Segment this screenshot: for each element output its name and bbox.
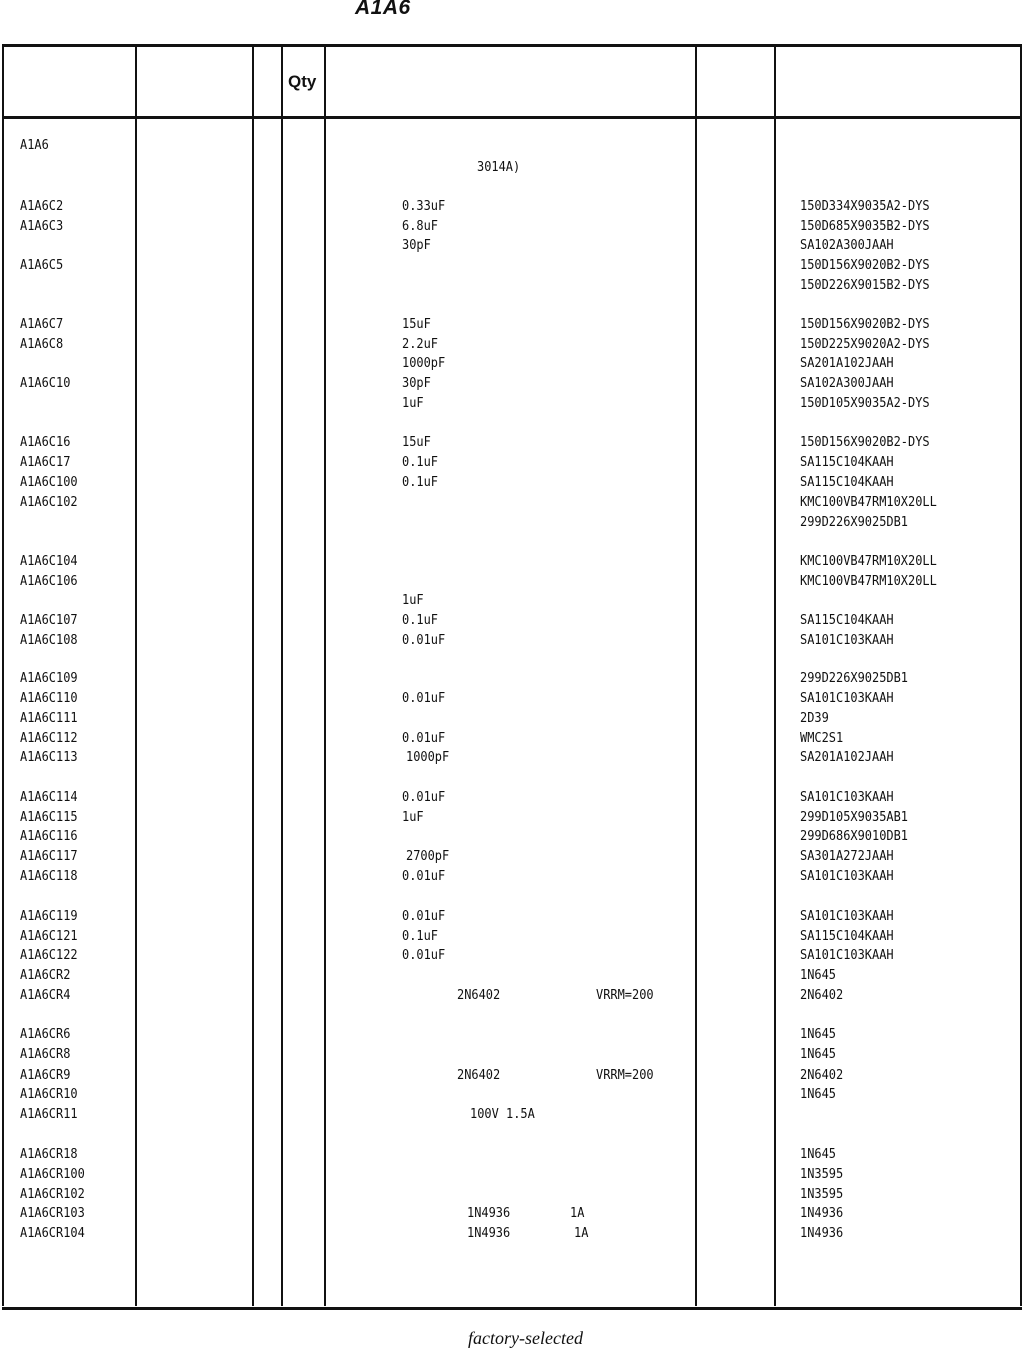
part-value: 1000pF — [402, 356, 446, 371]
part-reference: A1A6 — [20, 138, 49, 153]
manufacturer-part-number: SA102A300JAAH — [800, 376, 894, 391]
manufacturer-part-number: 1N3595 — [800, 1187, 844, 1202]
manufacturer-part-number: 150D156X9020B2-DYS — [800, 317, 930, 332]
manufacturer-part-number: SA115C104KAAH — [800, 613, 894, 628]
part-reference: A1A6C122 — [20, 948, 78, 963]
manufacturer-part-number: SA101C103KAAH — [800, 948, 894, 963]
part-value: 2700pF — [406, 849, 450, 864]
part-value: 1uF — [402, 396, 424, 411]
manufacturer-part-number: KMC100VB47RM10X20LL — [800, 495, 937, 510]
manufacturer-part-number: 150D685X9035B2-DYS — [800, 219, 930, 234]
part-reference: A1A6CR10 — [20, 1087, 78, 1102]
part-value: 3014A) — [477, 160, 521, 175]
manufacturer-part-number: 1N645 — [800, 1147, 837, 1162]
part-rating: VRRM=200 — [596, 1068, 654, 1083]
part-reference: A1A6C117 — [20, 849, 78, 864]
manufacturer-part-number: 1N645 — [800, 968, 837, 983]
manufacturer-part-number: SA101C103KAAH — [800, 869, 894, 884]
part-value: 100V 1.5A — [470, 1107, 535, 1122]
part-reference: A1A6C16 — [20, 435, 71, 450]
part-value: 0.01uF — [402, 790, 446, 805]
manufacturer-part-number: 150D156X9020B2-DYS — [800, 258, 930, 273]
part-value: 1uF — [402, 810, 424, 825]
part-value: 0.01uF — [402, 691, 446, 706]
part-value: 2N6402 — [457, 1068, 501, 1083]
page-title: A1A6 — [355, 0, 411, 19]
manufacturer-part-number: 150D156X9020B2-DYS — [800, 435, 930, 450]
part-value: 15uF — [402, 435, 431, 450]
part-value: 0.01uF — [402, 948, 446, 963]
part-reference: A1A6C118 — [20, 869, 78, 884]
part-reference: A1A6C113 — [20, 750, 78, 765]
manufacturer-part-number: 1N645 — [800, 1027, 837, 1042]
part-reference: A1A6C3 — [20, 219, 64, 234]
manufacturer-part-number: SA115C104KAAH — [800, 455, 894, 470]
part-value: 2.2uF — [402, 337, 439, 352]
part-reference: A1A6C17 — [20, 455, 71, 470]
part-reference: A1A6C112 — [20, 731, 78, 746]
manufacturer-part-number: SA115C104KAAH — [800, 929, 894, 944]
part-reference: A1A6CR4 — [20, 988, 71, 1003]
part-rating: 1A — [570, 1206, 585, 1221]
part-value: 0.01uF — [402, 731, 446, 746]
part-reference: A1A6C107 — [20, 613, 78, 628]
manufacturer-part-number: SA102A300JAAH — [800, 238, 894, 253]
part-value: 0.1uF — [402, 613, 439, 628]
part-reference: A1A6CR9 — [20, 1068, 71, 1083]
part-value: 30pF — [402, 238, 431, 253]
manufacturer-part-number: SA115C104KAAH — [800, 475, 894, 490]
part-rating: VRRM=200 — [596, 988, 654, 1003]
manufacturer-part-number: 1N4936 — [800, 1226, 844, 1241]
manufacturer-part-number: WMC2S1 — [800, 731, 844, 746]
part-value: 0.1uF — [402, 455, 439, 470]
part-reference: A1A6C121 — [20, 929, 78, 944]
manufacturer-part-number: 1N4936 — [800, 1206, 844, 1221]
manufacturer-part-number: KMC100VB47RM10X20LL — [800, 574, 937, 589]
part-reference: A1A6C100 — [20, 475, 78, 490]
manufacturer-part-number: SA201A102JAAH — [800, 356, 894, 371]
manufacturer-part-number: 299D105X9035AB1 — [800, 810, 909, 825]
part-value: 0.1uF — [402, 475, 439, 490]
part-rating: 1A — [574, 1226, 589, 1241]
part-reference: A1A6C7 — [20, 317, 64, 332]
manufacturer-part-number: 2N6402 — [800, 988, 844, 1003]
part-reference: A1A6CR102 — [20, 1187, 85, 1202]
part-reference: A1A6CR18 — [20, 1147, 78, 1162]
manufacturer-part-number: KMC100VB47RM10X20LL — [800, 554, 937, 569]
part-value: 6.8uF — [402, 219, 439, 234]
part-reference: A1A6C115 — [20, 810, 78, 825]
manufacturer-part-number: 150D226X9015B2-DYS — [800, 278, 930, 293]
manufacturer-part-number: SA101C103KAAH — [800, 909, 894, 924]
part-reference: A1A6C119 — [20, 909, 78, 924]
part-reference: A1A6C116 — [20, 829, 78, 844]
part-reference: A1A6C5 — [20, 258, 64, 273]
part-value: 1N4936 — [467, 1206, 511, 1221]
part-reference: A1A6CR6 — [20, 1027, 71, 1042]
part-reference: A1A6C102 — [20, 495, 78, 510]
manufacturer-part-number: SA101C103KAAH — [800, 633, 894, 648]
part-value: 2N6402 — [457, 988, 501, 1003]
part-value: 1uF — [402, 593, 424, 608]
manufacturer-part-number: 1N3595 — [800, 1167, 844, 1182]
part-value: 0.33uF — [402, 199, 446, 214]
manufacturer-part-number: 150D225X9020A2-DYS — [800, 337, 930, 352]
manufacturer-part-number: SA101C103KAAH — [800, 790, 894, 805]
part-reference: A1A6C10 — [20, 376, 71, 391]
manufacturer-part-number: 299D686X9010DB1 — [800, 829, 909, 844]
manufacturer-part-number: 299D226X9025DB1 — [800, 671, 909, 686]
part-reference: A1A6C108 — [20, 633, 78, 648]
footnote: factory-selected — [468, 1328, 583, 1348]
manufacturer-part-number: SA301A272JAAH — [800, 849, 894, 864]
part-reference: A1A6C2 — [20, 199, 64, 214]
part-value: 1000pF — [406, 750, 450, 765]
part-reference: A1A6C114 — [20, 790, 78, 805]
part-reference: A1A6C106 — [20, 574, 78, 589]
part-reference: A1A6C110 — [20, 691, 78, 706]
manufacturer-part-number: SA201A102JAAH — [800, 750, 894, 765]
part-value: 30pF — [402, 376, 431, 391]
manufacturer-part-number: 1N645 — [800, 1087, 837, 1102]
part-reference: A1A6CR100 — [20, 1167, 85, 1182]
part-value: 15uF — [402, 317, 431, 332]
part-reference: A1A6CR2 — [20, 968, 71, 983]
part-reference: A1A6C8 — [20, 337, 64, 352]
manufacturer-part-number: 150D334X9035A2-DYS — [800, 199, 930, 214]
qty-column-header: Qty — [288, 72, 317, 91]
part-reference: A1A6CR11 — [20, 1107, 78, 1122]
part-reference: A1A6C104 — [20, 554, 78, 569]
part-value: 0.01uF — [402, 909, 446, 924]
part-reference: A1A6C109 — [20, 671, 78, 686]
manufacturer-part-number: 2N6402 — [800, 1068, 844, 1083]
part-reference: A1A6CR103 — [20, 1206, 85, 1221]
manufacturer-part-number: 299D226X9025DB1 — [800, 515, 909, 530]
part-value: 0.01uF — [402, 869, 446, 884]
part-reference: A1A6CR104 — [20, 1226, 85, 1241]
manufacturer-part-number: 2D39 — [800, 711, 829, 726]
part-value: 0.01uF — [402, 633, 446, 648]
manufacturer-part-number: SA101C103KAAH — [800, 691, 894, 706]
manufacturer-part-number: 1N645 — [800, 1047, 837, 1062]
manufacturer-part-number: 150D105X9035A2-DYS — [800, 396, 930, 411]
part-reference: A1A6C111 — [20, 711, 78, 726]
part-value: 0.1uF — [402, 929, 439, 944]
part-reference: A1A6CR8 — [20, 1047, 71, 1062]
part-value: 1N4936 — [467, 1226, 511, 1241]
